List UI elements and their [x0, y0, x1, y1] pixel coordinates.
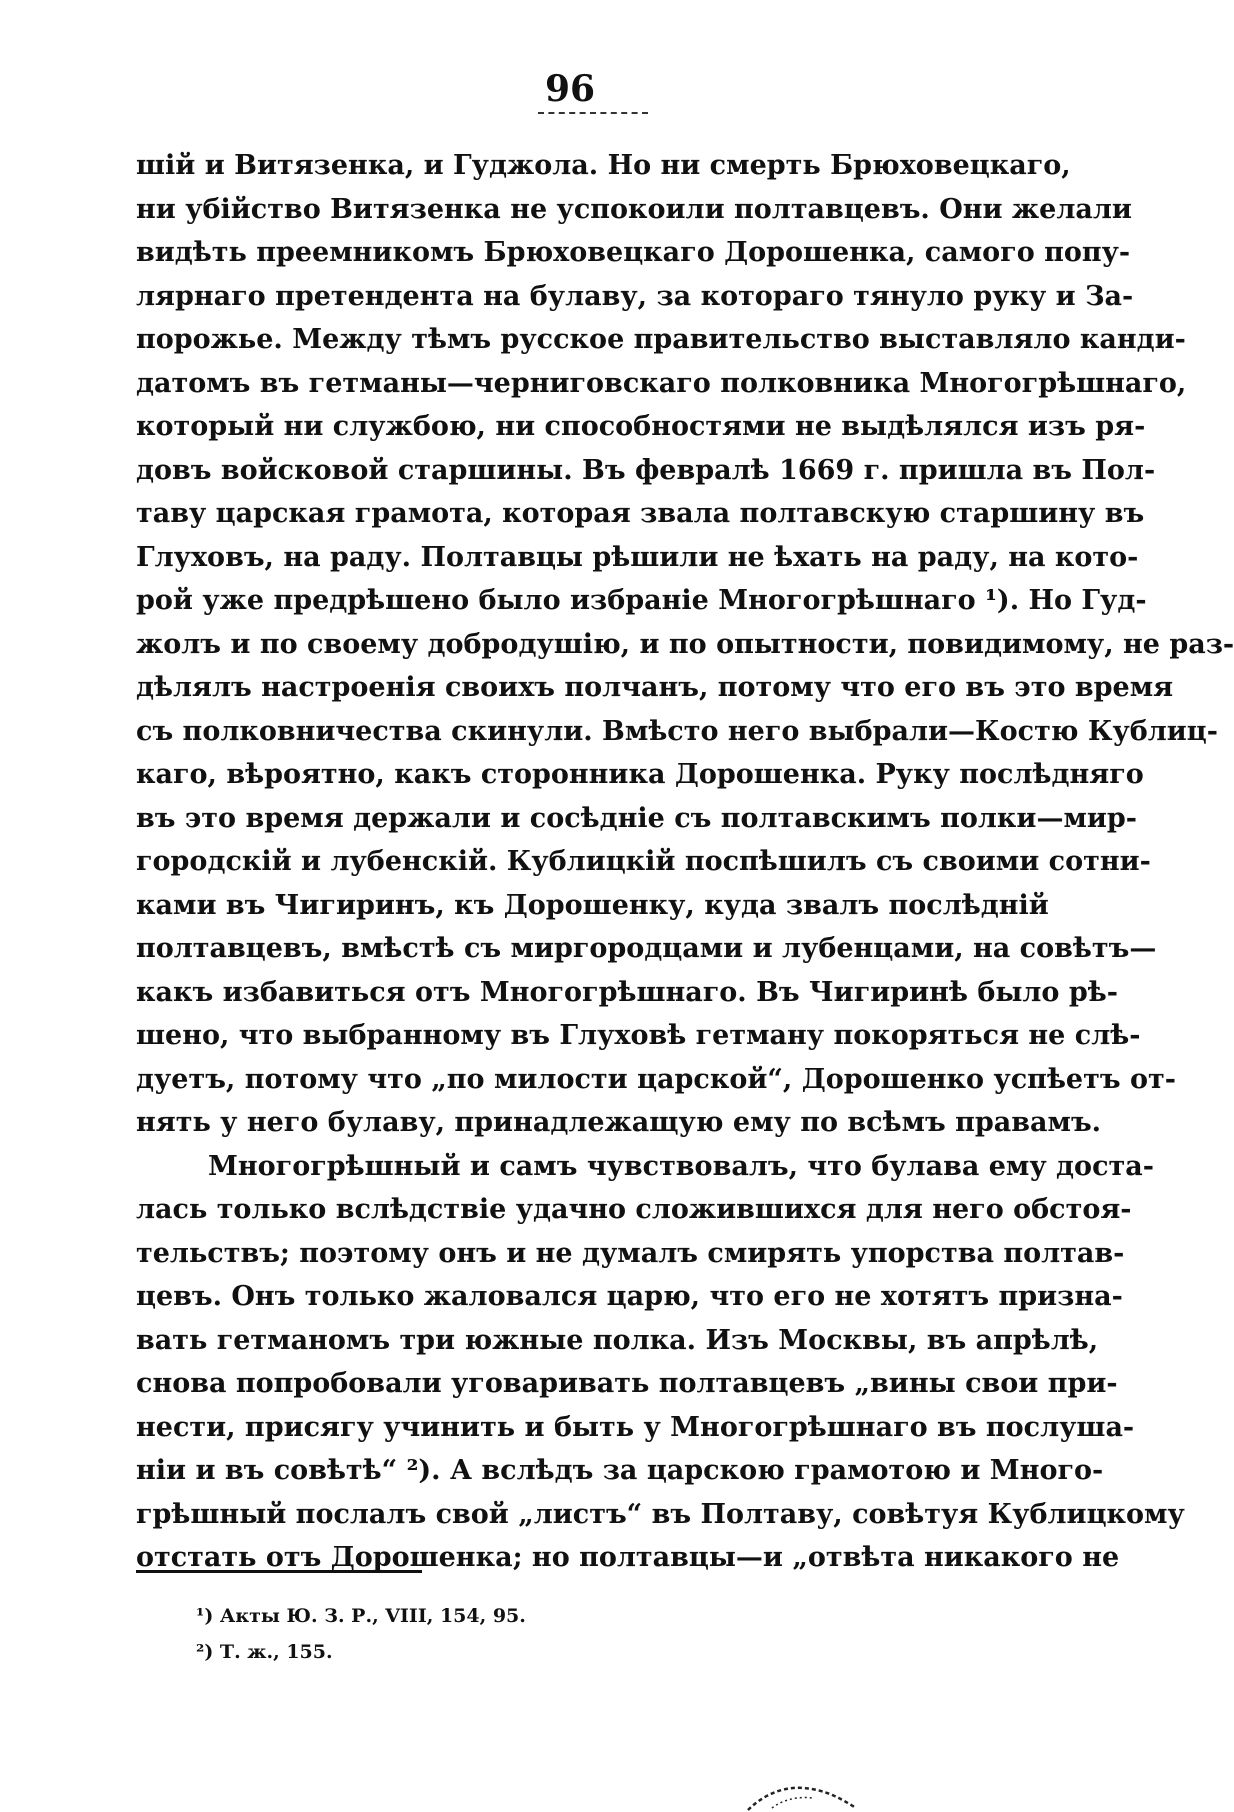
text-line: отстать отъ Дорошенка; но полтавцы—и „отвѣта никакого не	[136, 1542, 1120, 1573]
text-line: городскій и лубенскій. Кублицкій поспѣшилъ съ своими сотни-	[136, 846, 1151, 877]
page-number-underline	[538, 112, 648, 114]
text-line: какъ избавиться отъ Многогрѣшнаго. Въ Чигиринѣ было рѣ-	[136, 976, 1118, 1008]
text-line: видѣть преемникомъ Брюховецкаго Дорошенка, самого попу-	[136, 237, 1131, 268]
text-line: тельствъ; поэтому онъ и не думалъ смирять упорства полтав-	[136, 1237, 1125, 1269]
footnote-1: ¹) Акты Ю. З. Р., VIII, 154, 95.	[196, 1605, 526, 1627]
library-stamp-fragment	[742, 1778, 862, 1812]
text-line: порожье. Между тѣмъ русское правительство выставляло канди-	[136, 324, 1186, 355]
page-number: 96	[544, 68, 596, 110]
paragraph-2	[136, 1145, 1185, 1580]
text-line: грѣшный послалъ свой „листъ“ въ Полтаву, совѣтуя Кублицкому	[136, 1498, 1185, 1530]
paragraph-1	[136, 144, 1234, 1145]
text-line: Глуховъ, на раду. Полтавцы рѣшили не ѣхать на раду, на кото-	[136, 541, 1139, 573]
text-line: въ это время держали и сосѣдніе съ полтавскимъ полки—мир-	[136, 802, 1138, 834]
text-line: ни убійство Витязенка не успокоили полтавцевъ. Они желали	[136, 193, 1132, 225]
text-line: шій и Витязенка, и Гуджола. Но ни смерть Брюховецкаго,	[136, 150, 1071, 181]
text-line: лась только вслѣдствіе удачно сложившихся для него обстоя-	[136, 1194, 1132, 1225]
footnote-separator	[136, 1570, 422, 1573]
text-line: дѣлялъ настроенія своихъ полчанъ, потому что его въ это время	[136, 672, 1174, 703]
text-line: жолъ и по своему добродушію, и по опытности, повидимому, не раз-	[136, 628, 1234, 660]
text-line: вать гетманомъ три южные полка. Изъ Москвы, въ апрѣлѣ,	[136, 1324, 1099, 1356]
text-line: нести, присягу учинить и быть у Многогрѣшнаго въ послуша-	[136, 1411, 1135, 1443]
text-line: Многогрѣшный и самъ чувствовалъ, что булава ему доста-	[208, 1150, 1154, 1182]
text-line: таву царская грамота, которая звала полтавскую старшину въ	[136, 498, 1145, 529]
text-line: каго, вѣроятно, какъ сторонника Дорошенка. Руку послѣдняго	[136, 759, 1144, 790]
footnote-2: ²) Т. ж., 155.	[196, 1641, 333, 1663]
text-line: полтавцевъ, вмѣстѣ съ миргородцами и лубенцами, на совѣтъ—	[136, 933, 1157, 964]
text-line: ніи и въ совѣтѣ“ ²). А вслѣдъ за царскою грамотою и Много-	[136, 1455, 1104, 1486]
text-line: снова попробовали уговаривать полтавцевъ „вины свои при-	[136, 1368, 1118, 1399]
text-line: лярнаго претендента на булаву, за котораго тянуло руку и За-	[136, 280, 1134, 312]
text-line: довъ войсковой старшины. Въ февралѣ 1669 г. пришла въ Пол-	[136, 454, 1156, 486]
text-line: датомъ въ гетманы—черниговскаго полковника Многогрѣшнаго,	[136, 367, 1187, 399]
text-line: цевъ. Онъ только жаловался царю, что его не хотятъ призна-	[136, 1281, 1123, 1312]
main-text	[136, 144, 1234, 1580]
text-line: шено, что выбранному въ Глуховѣ гетману покоряться не слѣ-	[136, 1020, 1141, 1051]
text-line: съ полковничества скинули. Вмѣсто него выбрали—Костю Кублиц-	[136, 715, 1218, 747]
footnotes	[196, 1598, 896, 1670]
text-line: нять у него булаву, принадлежащую ему по всѣмъ правамъ.	[136, 1107, 1102, 1138]
text-line: дуетъ, потому что „по милости царской“, Дорошенко успѣетъ от-	[136, 1063, 1176, 1095]
text-line: который ни службою, ни способностями не выдѣлялся изъ ря-	[136, 411, 1146, 442]
text-line: ками въ Чигиринъ, къ Дорошенку, куда звалъ послѣдній	[136, 889, 1049, 921]
text-line: рой уже предрѣшено было избраніе Многогрѣшнаго ¹). Но Гуд-	[136, 585, 1147, 616]
